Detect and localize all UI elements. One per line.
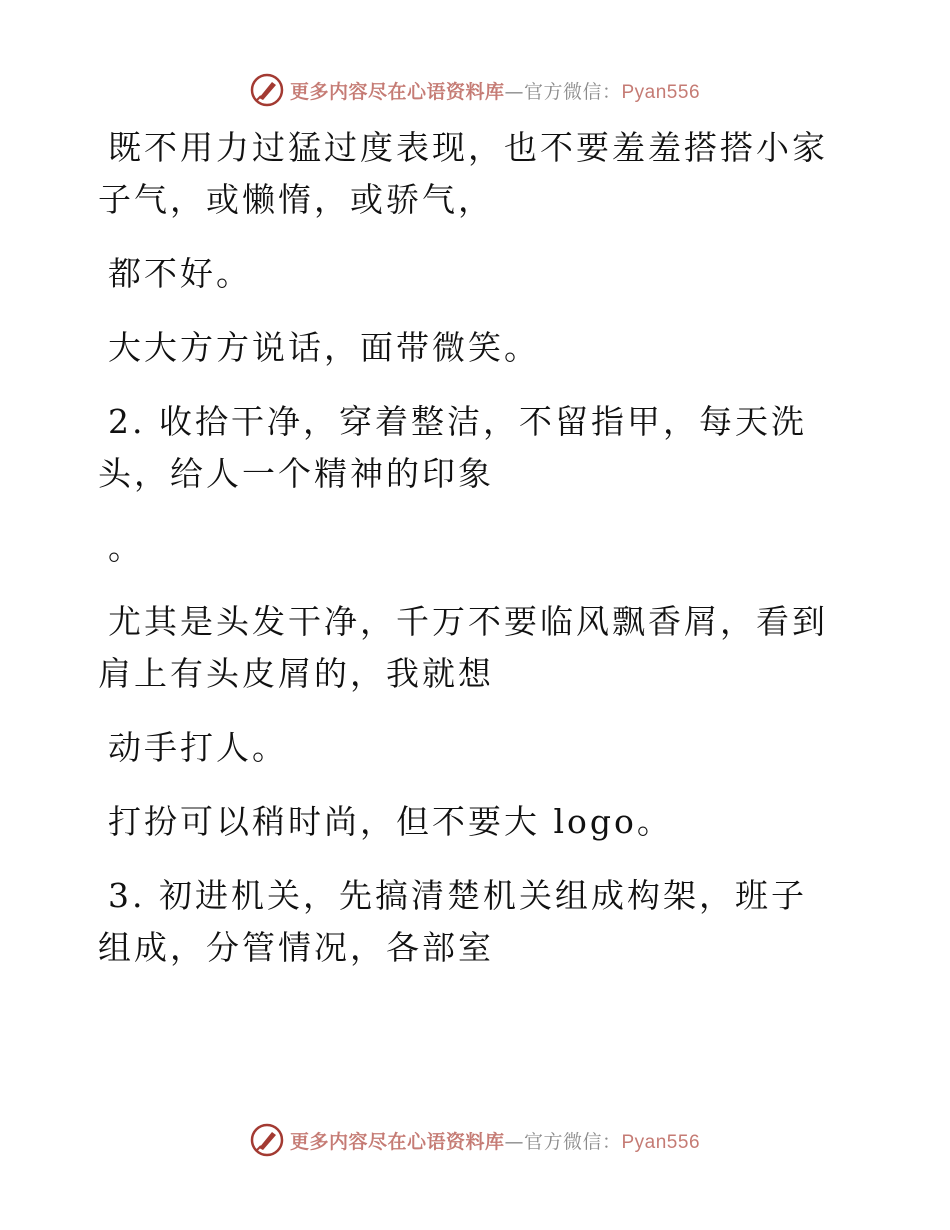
banner-wechat-label: 官方微信： [523, 1130, 622, 1153]
banner-separator: — [504, 1130, 524, 1153]
paragraph-3: 大大方方说话，面带微笑。 [108, 328, 540, 367]
banner-wechat-label: 官方微信： [523, 80, 622, 103]
quill-pen-icon [250, 1123, 284, 1157]
paragraph-2: 都不好。 [108, 254, 252, 293]
paragraph-8: 打扮可以稍时尚，但不要大 logo。 [108, 802, 673, 841]
banner-content [250, 1123, 700, 1157]
paragraph-4: 2. 收拾干净，穿着整洁，不留指甲，每天洗头，给人一个精神的印象 [98, 402, 807, 493]
header-banner [0, 70, 950, 110]
banner-wechat-id: Pyan556 [621, 81, 701, 103]
paragraph-7: 动手打人。 [108, 728, 288, 767]
paragraph-1: 既不用力过猛过度表现，也不要羞羞搭搭小家子气，或懒惰，或骄气， [98, 128, 828, 219]
banner-separator: — [504, 80, 524, 103]
quill-pen-icon [250, 73, 284, 107]
paragraph-5: 。 [108, 528, 144, 567]
footer-banner [0, 1120, 950, 1160]
document-body [98, 122, 838, 996]
banner-wechat-id: Pyan556 [621, 1131, 701, 1153]
banner-content [250, 73, 700, 107]
banner-title: 更多内容尽在心语资料库 [289, 80, 505, 103]
paragraph-9: 3. 初进机关，先搞清楚机关组成构架，班子组成，分管情况，各部室 [98, 876, 807, 967]
banner-title: 更多内容尽在心语资料库 [289, 1130, 505, 1153]
paragraph-6: 尤其是头发干净，千万不要临风飘香屑，看到肩上有头皮屑的，我就想 [98, 602, 828, 693]
